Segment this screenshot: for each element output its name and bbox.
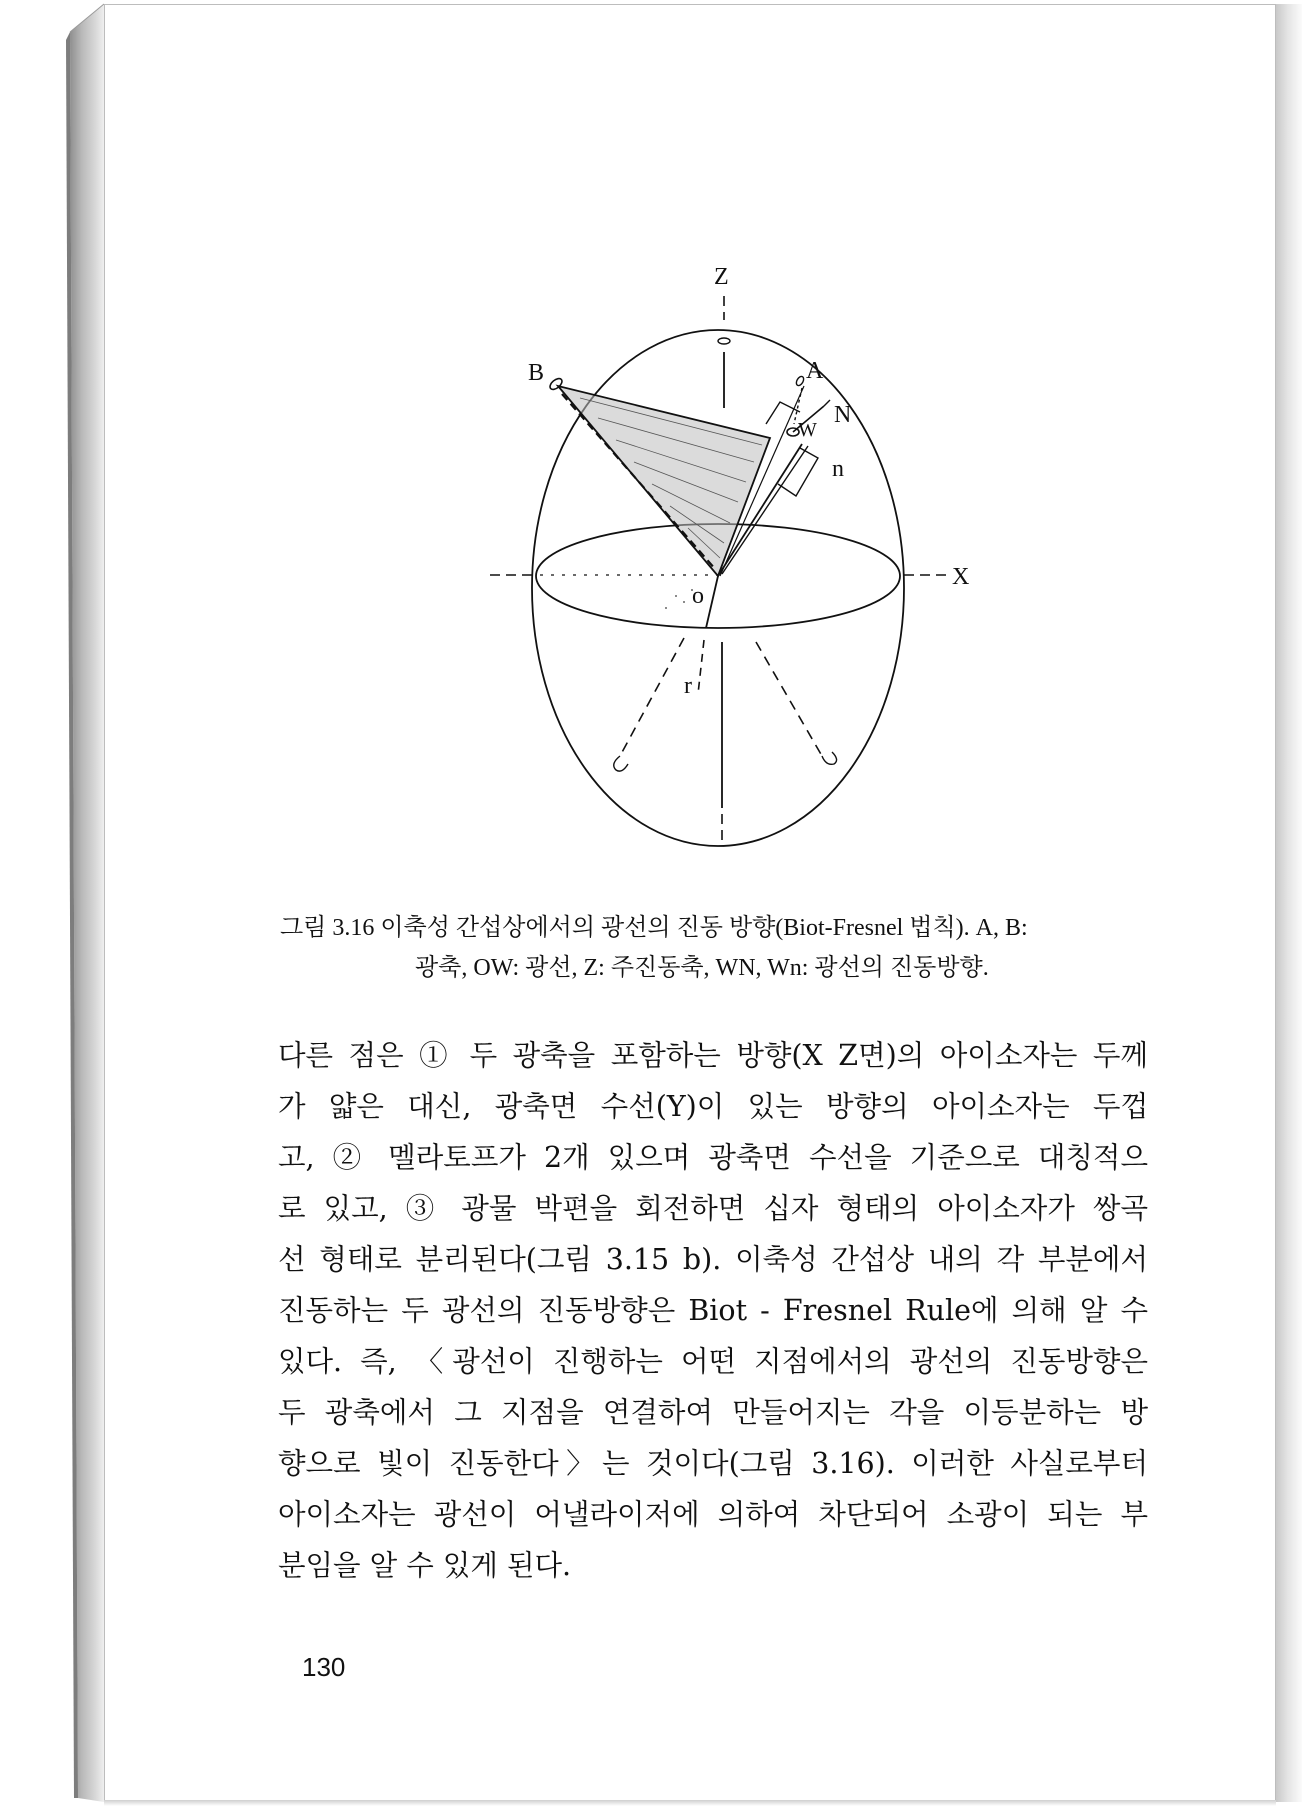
label-o: o (692, 583, 704, 609)
body-line: 분임을 알 수 있게 된다. (278, 1549, 572, 1582)
caption-line-1: 그림 3.16 이축성 간섭상에서의 광선의 진동 방향(Biot-Fresnel 법칙). A, B: (280, 915, 1028, 941)
label-w: W (798, 419, 817, 441)
body-line: 아이소자는 광선이 어낼라이저에 의하여 차단되어 소광이 되는 부 (278, 1498, 1148, 1531)
body-line: 있다. 즉, 〈광선이 진행하는 어떤 지점에서의 광선의 진동방향은 (278, 1345, 1148, 1378)
figure-caption (280, 908, 1160, 988)
label-a: A (806, 358, 824, 384)
r-line-dashes (698, 640, 704, 694)
label-r: r (684, 673, 692, 699)
book-edge (0, 0, 104, 1806)
shaded-plane-bow (558, 386, 770, 576)
melatope-left-dashes (620, 638, 684, 756)
body-paragraph (278, 1030, 1148, 1591)
o-to-r-line (706, 576, 718, 628)
page-bottom-shadow (104, 1800, 1276, 1806)
label-z: Z (714, 264, 729, 290)
body-line: 가 얇은 대신, 광축면 수선(Y)이 있는 방향의 아이소자는 두껍 (278, 1090, 1148, 1123)
figure-diagram (470, 248, 990, 868)
label-n-lower: n (832, 456, 844, 482)
label-b: B (528, 360, 545, 386)
body-line: 선 형태로 분리된다(그림 3.15 b). 이축성 간섭상 내의 각 부분에서 (278, 1243, 1148, 1276)
body-line: 고, ② 멜라토프가 2개 있으며 광축면 수선을 기준으로 대칭적으 (278, 1141, 1148, 1174)
body-line: 향으로 빛이 진동한다〉는 것이다(그림 3.16). 이러한 사실로부터 (278, 1447, 1148, 1480)
point-a-marker (795, 375, 805, 387)
biot-fresnel-figure (470, 248, 990, 868)
melatope-right-marker (822, 752, 837, 764)
label-n-upper: N (834, 402, 852, 428)
melatope-right-dashes (756, 642, 822, 756)
melatope-left-marker (614, 756, 628, 771)
body-line: 다른 점은 ① 두 광축을 포함하는 방향(X Z면)의 아이소자는 두께 (278, 1039, 1148, 1072)
page-number: 130 (302, 1652, 346, 1682)
n-leader (824, 400, 830, 406)
caption-line-2: 광축, OW: 광선, Z: 주진동축, WN, Wn: 광선의 진동방향. (415, 955, 989, 981)
body-line: 두 광축에서 그 지점을 연결하여 만들어지는 각을 이등분하는 방 (278, 1396, 1148, 1429)
center-speckle (665, 589, 693, 609)
z-axis-top-marker (718, 338, 730, 344)
body-line: 로 있고, ③ 광물 박편을 회전하면 십자 형태의 아이소자가 쌍곡 (278, 1192, 1148, 1225)
body-line: 진동하는 두 광선의 진동방향은 Biot - Fresnel Rule에 의해 알 수 (278, 1294, 1148, 1327)
label-x: X (952, 564, 970, 590)
page-right-shadow (1276, 4, 1302, 1802)
